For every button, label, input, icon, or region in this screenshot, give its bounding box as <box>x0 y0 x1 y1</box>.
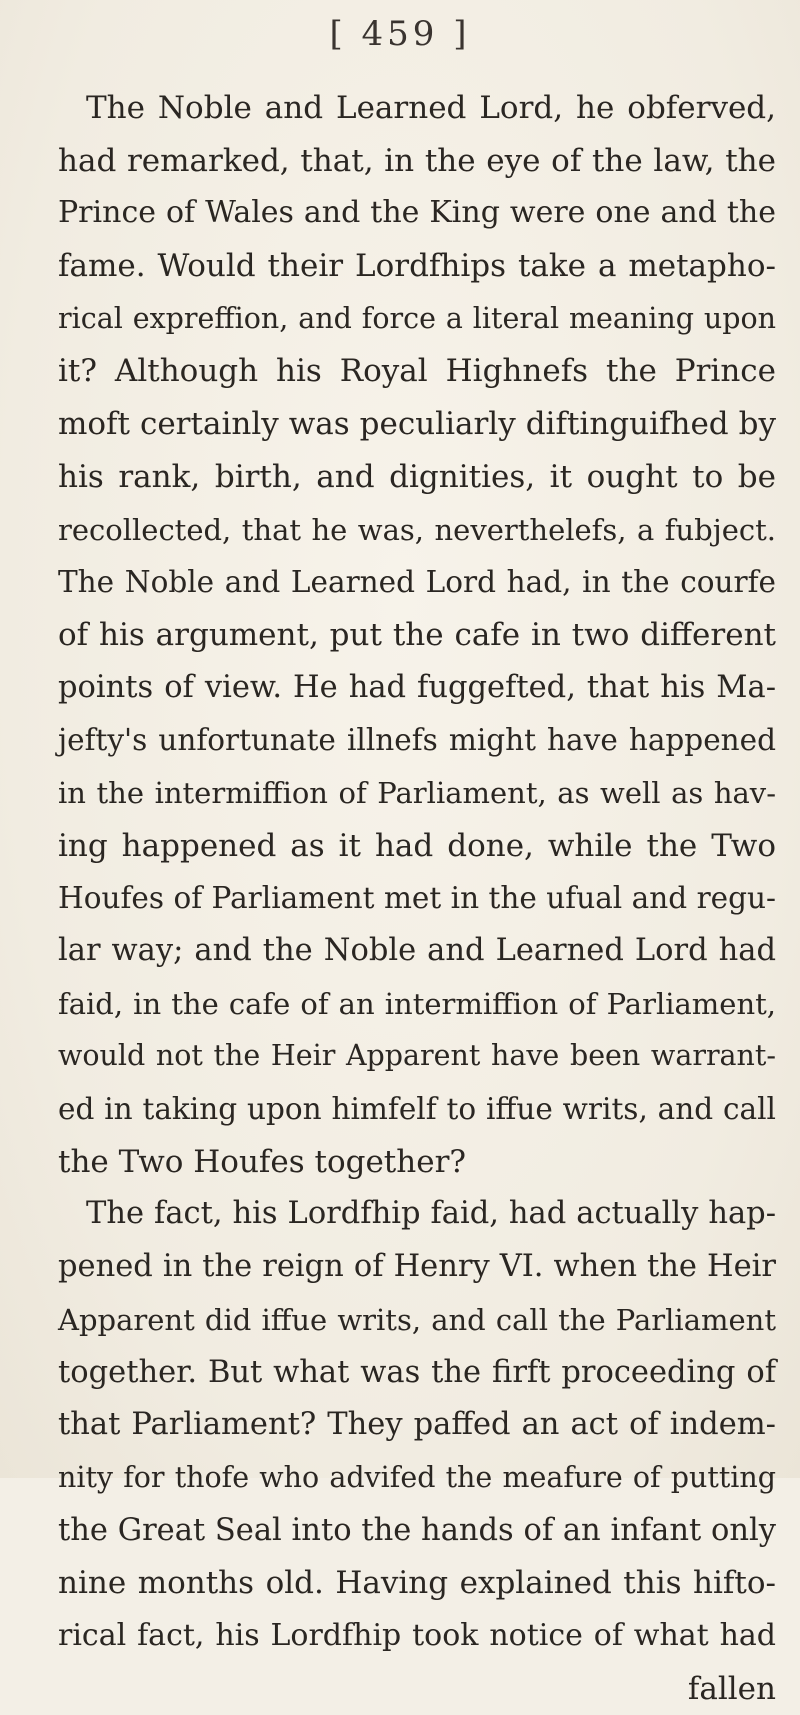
text-line: the Great Seal into the hands of an infant only <box>58 1512 776 1548</box>
text-line: had remarked, that, in the eye of the law, the <box>58 142 776 179</box>
text-line: the Two Houfes together? <box>58 1143 467 1180</box>
text-line: would not the Heir Apparent have been warrant- <box>58 1039 776 1073</box>
text-line: moft certainly was peculiarly diftinguifhed by <box>58 406 776 443</box>
text-line: ed in taking upon himfelf to iffue writs, and call <box>58 1092 776 1127</box>
text-line: Prince of Wales and the King were one and the <box>58 195 776 231</box>
text-line: Houfes of Parliament met in the ufual and regu- <box>58 881 776 916</box>
text-line: together. But what was the firft proceeding of <box>58 1354 776 1390</box>
text-line: pened in the reign of Henry VI. when the Heir <box>58 1249 776 1285</box>
text-line: recollected, that he was, neverthelefs, a fubject. <box>58 512 776 547</box>
text-line: points of view. He had fuggefted, that his Ma- <box>58 669 776 705</box>
text-line: faid, in the cafe of an intermiffion of Parliament, <box>58 986 776 1021</box>
text-line: lar way; and the Noble and Learned Lord had <box>58 933 776 968</box>
text-line: that Parliament? They paffed an act of indem- <box>58 1407 776 1443</box>
text-line: ing happened as it had done, while the Two <box>58 827 776 864</box>
text-line: fame. Would their Lordfhips take a metapho- <box>58 248 776 285</box>
text-line: nine months old. Having explained this hifto- <box>58 1565 776 1602</box>
text-line: rical expreffion, and force a literal meaning upon <box>58 301 776 335</box>
text-line: it? Although his Royal Highnefs the Prince <box>58 353 776 390</box>
page-number: [ 459 ] <box>329 14 471 54</box>
text-line: Apparent did iffue writs, and call the Parliament <box>58 1302 776 1337</box>
catchword: fallen <box>687 1670 776 1707</box>
text-line: of his argument, put the cafe in two different <box>58 616 776 653</box>
text-line: his rank, birth, and dignities, it ought to be <box>58 458 776 495</box>
text-line: The Noble and Learned Lord had, in the courfe <box>58 565 776 600</box>
text-line: jefty's unfortunate illnefs might have happened <box>58 723 776 758</box>
text-line: The fact, his Lordfhip faid, had actually hap- <box>86 1196 776 1232</box>
body-text <box>58 82 776 1715</box>
text-line: nity for thofe who advifed the meafure of putting <box>58 1460 776 1494</box>
text-line: The Noble and Learned Lord, he obferved, <box>86 90 776 126</box>
text-line: in the intermiffion of Parliament, as well as hav- <box>58 775 776 810</box>
text-line: rical fact, his Lordfhip took notice of what had <box>58 1617 776 1653</box>
